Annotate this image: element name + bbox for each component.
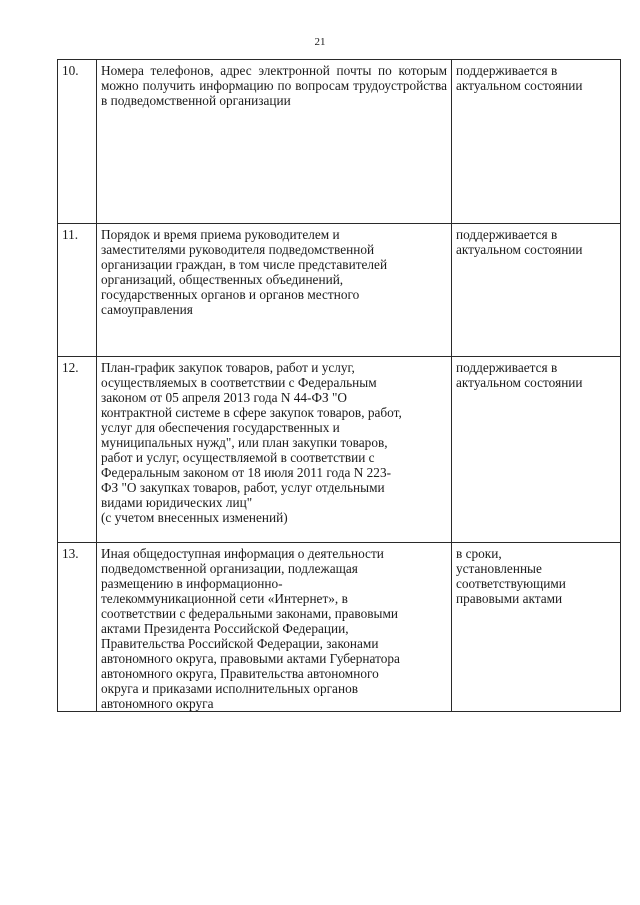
row-number: 12.	[58, 357, 97, 543]
row-number: 10.	[58, 60, 97, 224]
row-status: в сроки, установленные соответствующими правовыми актами	[452, 543, 621, 712]
row-number: 13.	[58, 543, 97, 712]
row-status: поддерживается в актуальном состоянии	[452, 224, 621, 357]
page-number: 21	[314, 36, 326, 48]
requirements-table	[57, 59, 621, 712]
table-row	[58, 357, 621, 543]
table-row	[58, 224, 621, 357]
row-status: поддерживается в актуальном состоянии	[452, 357, 621, 543]
row-description: Иная общедоступная информация о деятельности подведомственной организации, подлежащая размещению в информационно- телекоммуникационной сети «Интернет», в соответствии с федеральными законами, правовыми актами Президента Российской Федерации, Правительства Российской Федерации, законами автономного округа, правовыми актами Губернатора автономного округа, Правительства автономного округа и приказами исполнительных органов автономного округа	[97, 543, 452, 712]
table-row	[58, 60, 621, 224]
row-description: Номера телефонов, адрес электронной почты по которым можно получить информацию по вопросам трудоустройства в подведомственной организации	[97, 60, 452, 224]
row-description: Порядок и время приема руководителем и заместителями руководителя подведомственной организации граждан, в том числе представителей организаций, общественных объединений, государственных органов и органов местного самоуправления	[97, 224, 452, 357]
row-number: 11.	[58, 224, 97, 357]
table-row	[58, 543, 621, 712]
row-status: поддерживается в актуальном состоянии	[452, 60, 621, 224]
row-description: План-график закупок товаров, работ и услуг, осуществляемых в соответствии с Федеральным законом от 05 апреля 2013 года N 44-ФЗ "О контрактной системе в сфере закупок товаров, работ, услуг для обеспечения государственных и муниципальных нужд", или план закупки товаров, работ и услуг, осуществляемой в соответствии с Федеральным законом от 18 июля 2011 года N 223- ФЗ "О закупках товаров, работ, услуг отдельными видами юридических лиц" (с учетом внесенных изменений)	[97, 357, 452, 543]
